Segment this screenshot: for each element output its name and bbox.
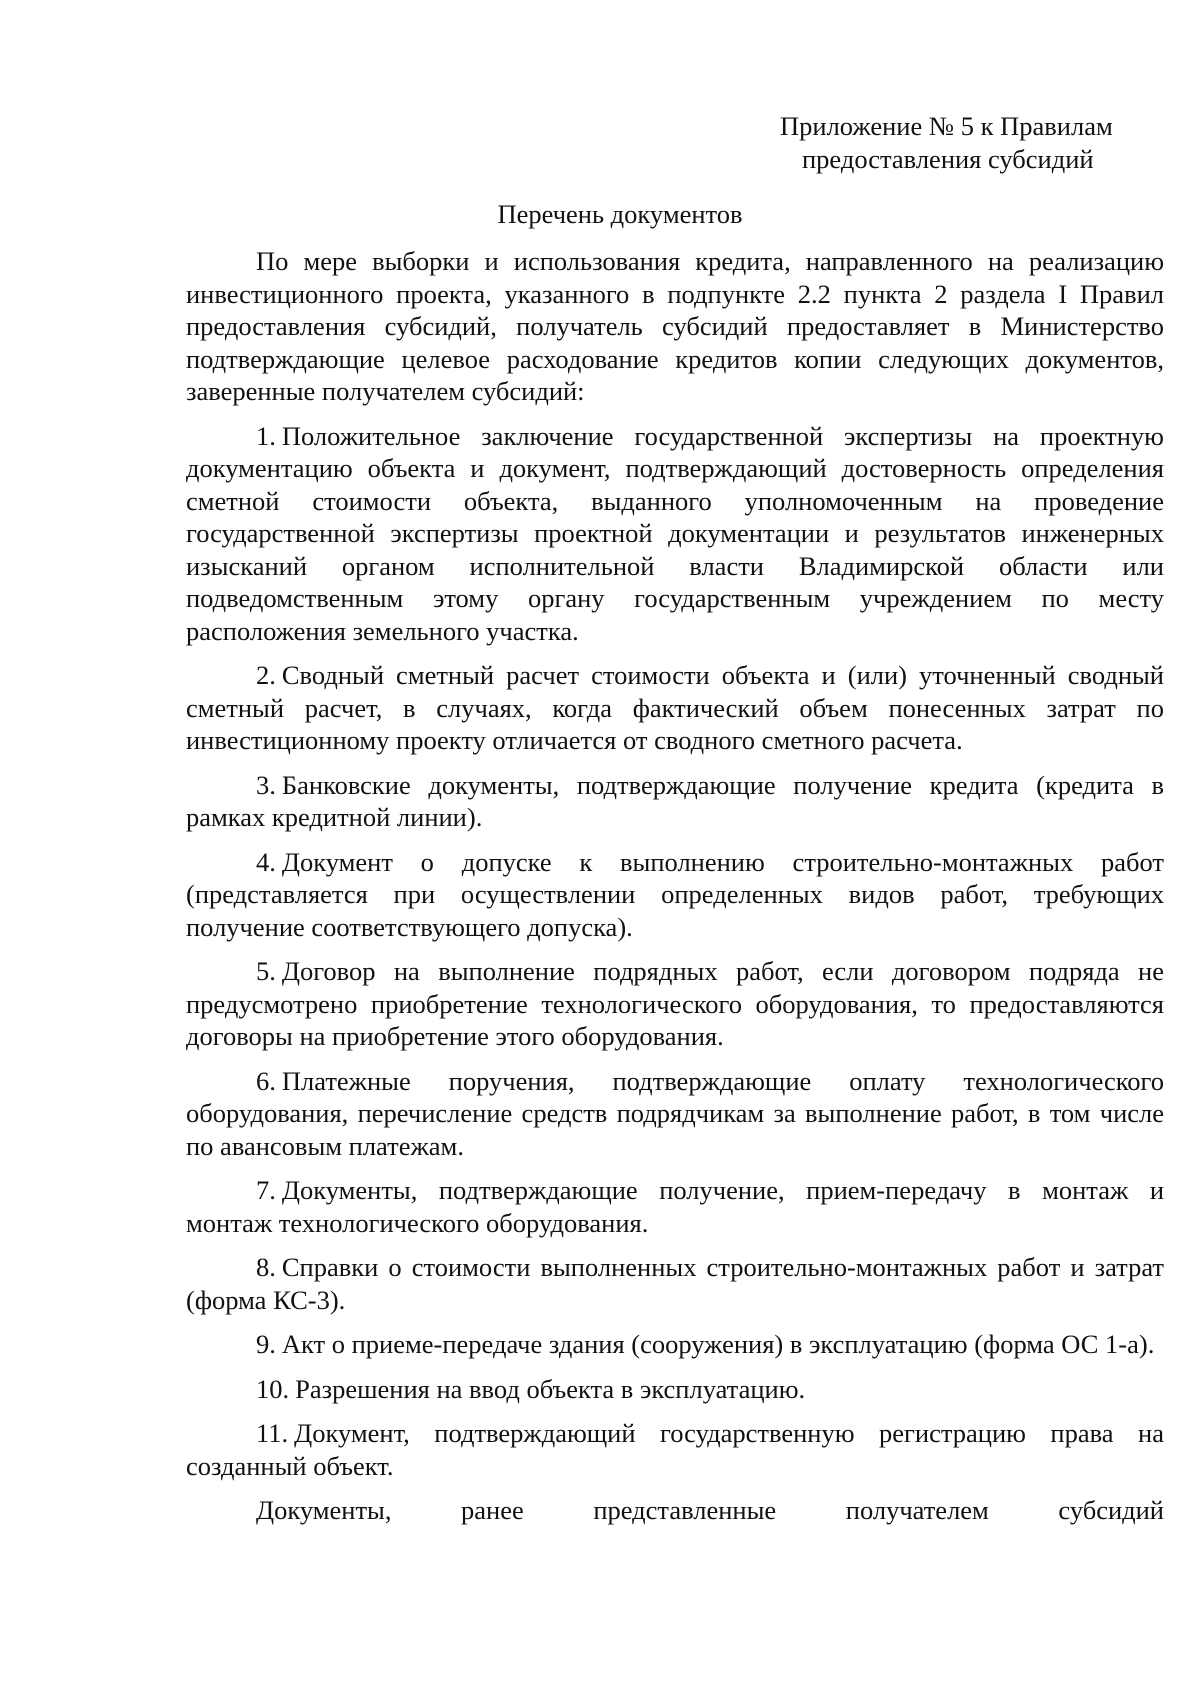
list-item-number: 3.: [256, 769, 276, 800]
document-title: Перечень документов: [497, 199, 743, 229]
list-item: [186, 1328, 1164, 1361]
list-item: [186, 420, 1164, 648]
list-item-number: 6.: [256, 1065, 276, 1096]
list-item-text: Документ о допуске к выполнению строительно-монтажных работ (представляется при осуществлении определенных видов работ, требующих получение соответствующего допуска).: [186, 846, 1164, 942]
list-item-number: 5.: [256, 956, 276, 986]
list-item: [186, 659, 1164, 757]
appendix-header-line1: Приложение № 5 к Правилам: [780, 111, 1113, 141]
list-item: [186, 1373, 1164, 1406]
list-item-number: 1.: [256, 420, 276, 451]
list-item-number: 4.: [256, 846, 276, 877]
closing-paragraph: Документы, ранее представленные получателем субсидий: [256, 1495, 1164, 1525]
list-item-text: Документ, подтверждающий государственную регистрацию права на созданный объект.: [186, 1418, 1164, 1481]
list-item-text: Справки о стоимости выполненных строительно-монтажных работ и затрат (форма КС-3).: [186, 1252, 1164, 1315]
list-item: [186, 955, 1164, 1053]
document-body: [186, 245, 1164, 1539]
list-item-text: Акт о приеме-передаче здания (сооружения) в эксплуатацию (форма ОС 1-а).: [281, 1329, 1155, 1359]
list-item: [186, 1174, 1164, 1239]
list-item-text: Разрешения на ввод объекта в эксплуатацию.: [295, 1373, 806, 1404]
list-item-number: 11.: [256, 1418, 289, 1448]
list-item-text: Банковские документы, подтверждающие получение кредита (кредита в рамках кредитной линии).: [186, 769, 1164, 832]
list-item-number: 2.: [256, 660, 276, 690]
list-item-number: 10.: [256, 1373, 290, 1404]
list-item-text: Положительное заключение государственной экспертизы на проектную документацию объекта и документ, подтверждающий достоверность определения сметной стоимости объекта, выданного уполномоченным на проведение государственной экспертизы проектной документации и результатов инженерных изысканий органом исполнительной власти Владимирской области или подведомственным этому органу государственным учреждением по месту расположения земельного участка.: [186, 420, 1164, 646]
list-item-number: 7.: [256, 1175, 276, 1205]
list-item: [186, 1251, 1164, 1316]
intro-paragraph: По мере выборки и использования кредита, направленного на реализацию инвестиционного проекта, указанного в подпункте 2.2 пункта 2 раздела I Правил предоставления субсидий, получатель субсидий предоставляет в Министерство подтверждающие целевое расходование кредитов копии следующих документов, заверенные получателем субсидий:: [186, 246, 1164, 406]
list-item-number: 9.: [256, 1329, 276, 1359]
appendix-header-line2: предоставления субсидий: [802, 143, 1094, 174]
appendix-header: [780, 110, 1140, 175]
list-item-text: Платежные поручения, подтверждающие оплату технологического оборудования, перечисление средств подрядчикам за выполнение работ, в том числе по авансовым платежам.: [186, 1065, 1164, 1161]
list-item: [186, 769, 1164, 834]
list-item: [186, 1065, 1164, 1163]
list-item-number: 8.: [256, 1252, 276, 1282]
list-item-text: Документы, подтверждающие получение, прием-передачу в монтаж и монтаж технологического оборудования.: [186, 1175, 1164, 1238]
list-item: [186, 1417, 1164, 1482]
list-item-text: Договор на выполнение подрядных работ, если договором подряда не предусмотрено приобретение технологического оборудования, то предоставляются договоры на приобретение этого оборудования.: [186, 956, 1164, 1051]
list-item: [186, 846, 1164, 944]
list-item-text: Сводный сметный расчет стоимости объекта и (или) уточненный сводный сметный расчет, в случаях, когда фактический объем понесенных затрат по инвестиционному проекту отличается от сводного сметного расчета.: [186, 660, 1164, 755]
